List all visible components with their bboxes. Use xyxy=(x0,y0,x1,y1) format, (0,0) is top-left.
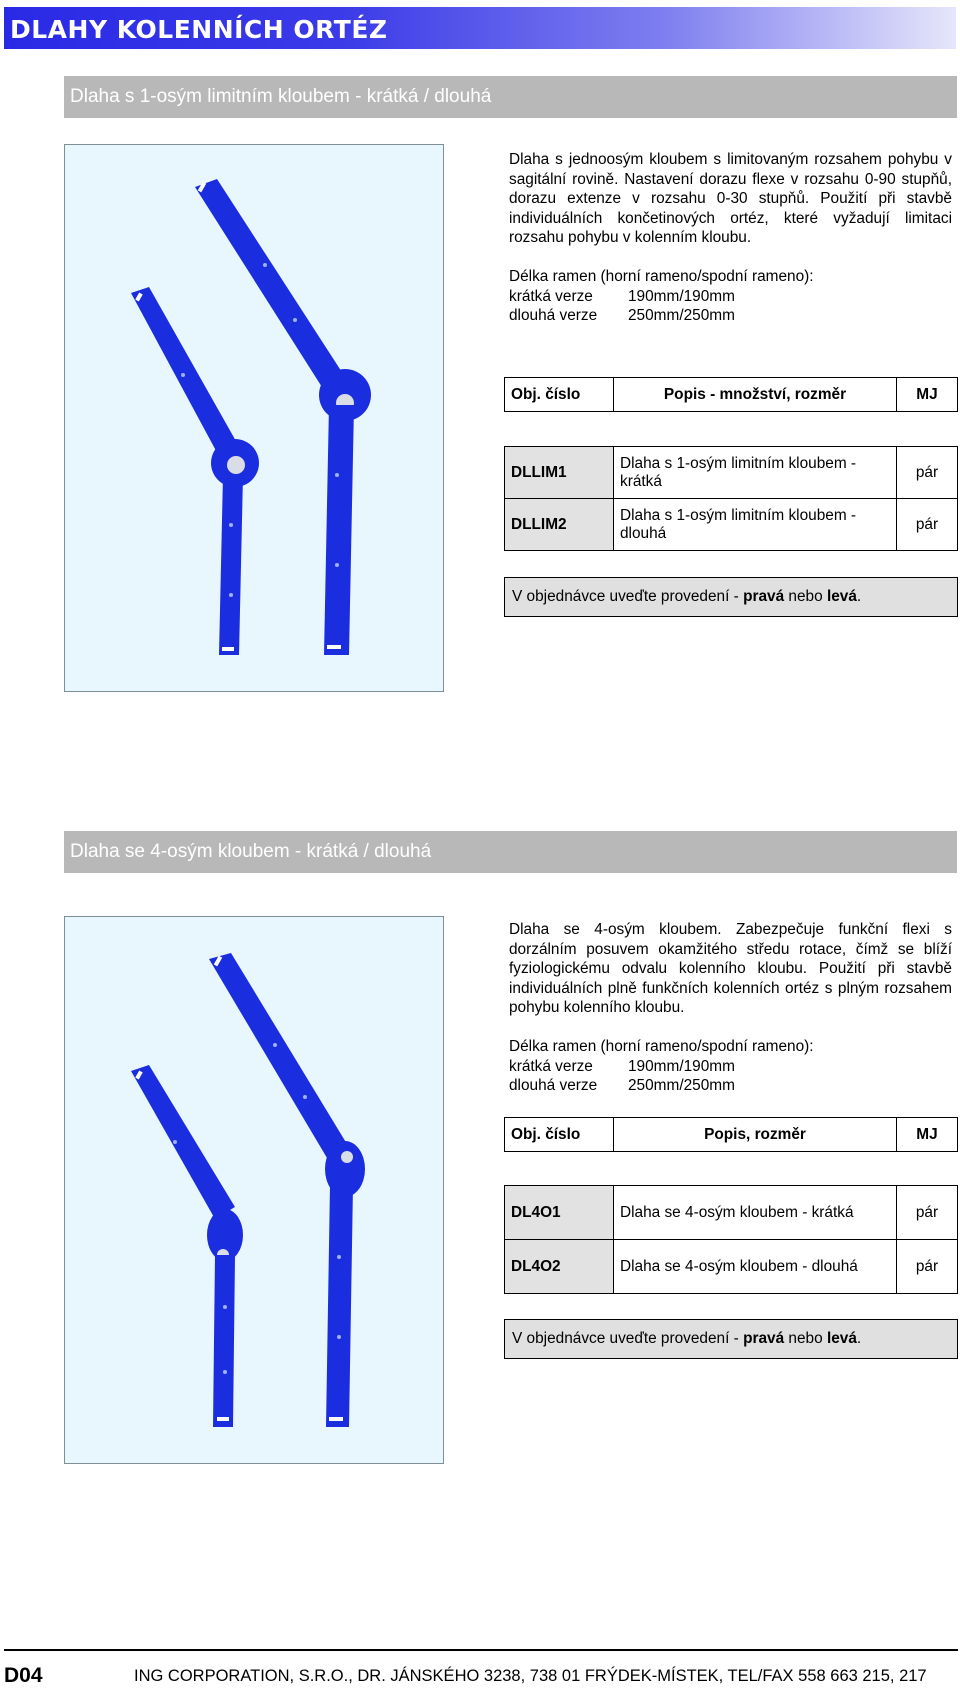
table-row xyxy=(505,1240,958,1294)
length-value: 190mm/190mm xyxy=(628,287,735,305)
length-heading: Délka ramen (horní rameno/spodní rameno): xyxy=(509,268,814,285)
note-option-left: levá xyxy=(826,588,857,605)
section-1-order-note xyxy=(504,577,958,617)
note-prefix: V objednávce uveďte provedení - xyxy=(512,588,744,605)
section-2-title: Dlaha se 4-osým kloubem - krátká / dlouhá xyxy=(70,841,432,862)
splint-illustration-1 xyxy=(65,145,445,693)
product-image-4axis-splint xyxy=(64,916,444,1464)
note-suffix: . xyxy=(856,1330,862,1347)
col-unit-header: MJ xyxy=(897,378,958,412)
note-mid: nebo xyxy=(784,588,827,605)
section-2-product-table xyxy=(504,1185,958,1294)
length-row-long xyxy=(509,306,814,326)
footer-divider xyxy=(4,1649,958,1651)
section-2-header xyxy=(64,831,957,873)
product-code: DL4O2 xyxy=(505,1240,614,1294)
page-header-bar xyxy=(4,7,956,49)
col-code-header: Obj. číslo xyxy=(505,378,614,412)
length-label: dlouhá verze xyxy=(509,307,598,325)
product-unit: pár xyxy=(897,1186,958,1240)
section-1-title: Dlaha s 1-osým limitním kloubem - krátká / dlouhá xyxy=(70,86,492,107)
length-label: krátká verze xyxy=(509,1057,593,1075)
section-1-table-header xyxy=(504,377,958,412)
section-2-table-header xyxy=(504,1117,958,1152)
footer-page-code: D04 xyxy=(4,1664,43,1687)
length-heading: Délka ramen (horní rameno/spodní rameno): xyxy=(509,1038,814,1055)
splint-illustration-2 xyxy=(65,917,445,1465)
length-row-short xyxy=(509,287,814,307)
section-1-header xyxy=(64,76,957,118)
length-label: dlouhá verze xyxy=(509,1077,598,1095)
note-prefix: V objednávce uveďte provedení - xyxy=(512,1330,744,1347)
table-row xyxy=(505,447,958,499)
product-image-1axis-splint xyxy=(64,144,444,692)
product-unit: pár xyxy=(897,1240,958,1294)
note-option-right: pravá xyxy=(743,588,785,605)
note-option-right: pravá xyxy=(743,1330,785,1347)
product-code: DLLIM2 xyxy=(505,499,614,551)
length-value: 190mm/190mm xyxy=(628,1057,735,1075)
note-mid: nebo xyxy=(784,1330,827,1347)
note-option-left: levá xyxy=(826,1330,857,1347)
footer-company-address: ING CORPORATION, S.R.O., DR. JÁNSKÉHO 3238, 738 01 FRÝDEK-MÍSTEK, TEL/FAX 558 663 215, 217 xyxy=(134,1667,927,1685)
section-2-order-note xyxy=(504,1319,958,1359)
col-desc-header: Popis, rozměr xyxy=(614,1118,897,1152)
table-row xyxy=(505,1186,958,1240)
col-unit-header: MJ xyxy=(897,1118,958,1152)
product-unit: pár xyxy=(897,447,958,499)
length-row-short xyxy=(509,1057,814,1077)
length-value: 250mm/250mm xyxy=(628,1077,735,1095)
note-suffix: . xyxy=(856,588,862,605)
product-code: DLLIM1 xyxy=(505,447,614,499)
length-label: krátká verze xyxy=(509,287,593,305)
col-desc-header: Popis - množství, rozměr xyxy=(614,378,897,412)
product-desc: Dlaha s 1-osým limitním kloubem - dlouhá xyxy=(614,499,897,551)
length-row-long xyxy=(509,1076,814,1096)
product-desc: Dlaha se 4-osým kloubem - dlouhá xyxy=(614,1240,897,1294)
product-unit: pár xyxy=(897,499,958,551)
product-code: DL4O1 xyxy=(505,1186,614,1240)
section-2-description: Dlaha se 4-osým kloubem. Zabezpečuje funkční flexi s dorzálním posuvem okamžitého středu rotace, čímž se blíží fyziologickému odvalu kolenního kloubu. Použití při stavbě individuálních plně funkčních kolenních ortéz s plným rozsahem pohybu kolenního kloubu. xyxy=(509,921,952,1017)
table-row xyxy=(505,499,958,551)
product-desc: Dlaha se 4-osým kloubem - krátká xyxy=(614,1186,897,1240)
col-code-header: Obj. číslo xyxy=(505,1118,614,1152)
length-value: 250mm/250mm xyxy=(628,307,735,325)
page-title: DLAHY KOLENNÍCH ORTÉZ xyxy=(10,15,388,44)
section-1-description: Dlaha s jednoosým kloubem s limitovaným rozsahem pohybu v sagitální rovině. Nastavení dorazu flexe v rozsahu 0-90 stupňů, dorazu extenze v rozsahu 0-30 stupňů. Použití při stavbě individuálních končetinových ortéz, které vyžadují limitaci rozsahu pohybu v kolenním kloubu. xyxy=(509,151,952,247)
section-1-lengths xyxy=(509,267,814,326)
product-desc: Dlaha s 1-osým limitním kloubem - krátká xyxy=(614,447,897,499)
section-1-product-table xyxy=(504,446,958,551)
section-2-lengths xyxy=(509,1037,814,1096)
